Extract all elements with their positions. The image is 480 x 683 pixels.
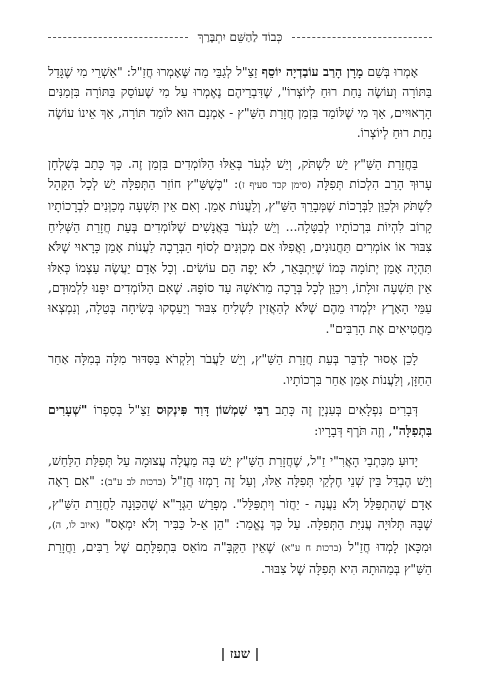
paragraph: [48, 349, 432, 390]
body-text: זַצַ"ל לְגַבֵּי מַה שֶּׁאָמְרוּ חֲזַ"ל: "אַשְׁרֵי מִי שֶׁגָּדֵל בַּתּוֹרָה וְעוֹשֶׂה נַחַת רוּחַ לְיוֹצְרוֹ", שֶׁדִּבְרֵיהֶם נֶאֶמְרוּ עַל מִי שֶׁעוֹסֵק בַּתּוֹרָה בִּזְמַנִּים הָרְאוּיִים, אַךְ מִי שֶׁלּוֹמֵד בִּזְמַן חֲזָרַת הַשַּׁ"ץ - אָמְנָם הוּא לוֹמֵד תּוֹרָה, אַךְ אֵינוֹ עוֹשֶׂה נַחַת רוּחַ לְיוֹצְרוֹ.: [48, 64, 432, 141]
body-text: שֶׁאֵין הַקָּבָּ"ה מוֹאֵס בִּתְפִלָּתָם שֶׁל רַבִּים, וַחֲזָרַת הַשַּׁ"ץ בְּמַהוּתָהּ הִיא תְּפִלָּה שֶׁל צִבּוּר.: [48, 538, 432, 576]
body-text: יָדוּעַ מִכִּתְבֵי הָאֲרִ"י זַ"ל, שֶׁחֲזָרַת הַשַּׁ"ץ יֵשׁ בָּהּ מַעֲלָה עֲצוּמָה עַל תְּפִלַּת הַלַּחַשׁ, וְיֵשׁ הֶבְדֵּל בֵּין שְׁנֵי חֶלְקֵי תְּפִלָּה אֵלּוּ, וְעַל זֶה רָמְזוּ חֲזַ"ל: [48, 452, 432, 489]
bold-text: מָרָן הָרַב עוֹבַדְיָה יוֹסֵף: [261, 64, 364, 79]
source-citation: (ברכות לב ע"ב): [104, 477, 166, 489]
body-text: , וְזֶה תֹּרֶף דְּבָרָיו:: [314, 422, 393, 438]
running-header: [48, 30, 432, 45]
body-text: : "אִם רָאָה אָדָם שֶׁהִתְפַּלֵּל וְלֹא נַעֲנָה - יַחֲזֹר וְיִתְפַּלֵּל". מְפָרֵשׁ הַגְּרָ"א שֶׁהַכַּוָּנָה לַחֲזָרַת הַשַּׁ"ץ, שֶׁבָּהּ תְּלוּיָה עֲנִיַּת הַתְּפִלָּה. עַל כָּךְ נֶאֱמַר: "הֵן אֵ-ל כַּבִּיר וְלֹא יִמְאָס": [48, 473, 432, 532]
bold-text: רַבִּי שִׁמְשׁוֹן דָּוִד פִּינְקוּס: [156, 402, 270, 418]
body-text: : "כְּשֶׁשַּׁ"ץ חוֹזֵר הַתְּפִלָּה יֵשׁ לְכָל הַקָּהָל לִשְׁתֹּק וּלְכַוֵּן לַבְּרָכוֹת שֶׁמְּבָרֵךְ הַשַּׁ"ץ, וְלַעֲנוֹת אָמֵן. וְאִם אֵין תִּשְׁעָה מְכַוְּנִים לִבְרָכוֹתָיו קָרוֹב לִהְיוֹת בִּרְכוֹתָיו לְבַטָּלָה... וְיֵשׁ לִגְעֹר בַּאֲנָשִׁים שֶׁלּוֹמְדִים בְּעֵת חֲזָרַת הַשְּׁלִיחַ צִבּוּר אוֹ אוֹמְרִים תַּחֲנוּנִים, וַאֲפִלּוּ אִם מְכַוְּנִים לְסוֹף הַבְּרָכָה לַעֲנוֹת אָמֵן כָּרָאוּי שֶׁלֹּא תִּהְיֶה אָמֵן יְתוֹמָה כְּמוֹ שֶׁיִּתְבָּאֵר, לֹא יָפֶה הֵם עוֹשִׂים. וְכָל אָדָם יַעֲשֶׂה עַצְמוֹ כְּאִלּוּ אֵין תִּשְׁעָה זוּלָתוֹ, וִיכַוֵּן לְכָל בְּרָכָה מֵרֹאשָׁהּ עַד סוֹפָהּ. שֶׁאִם הַלּוֹמְדִים יִפָּנוּ לִלְמוּדָם, עַמֵּי הָאָרֶץ יִלְמְדוּ מֵהֶם שֶׁלֹּא לְהַאֲזִין לִשְׁלִיחַ צִבּוּר וְיַעַסְקוּ בְּשִׂיחָה בְּטֵלָה, וְנִמְצְאוּ מַחֲטִיאִים אֶת הָרַבִּים".: [48, 176, 432, 336]
body-text: , וּמִכָּאן לָמְדוּ חֲזַ"ל: [48, 516, 432, 554]
body-text: אָמְרוּ בְּשֵׁם: [363, 64, 419, 79]
source-citation: (איוב לו, ה): [51, 520, 100, 532]
paragraph: [48, 62, 432, 144]
body-text: זַצַ"ל בְּסִפְרוֹ: [87, 402, 157, 418]
paragraph: [48, 400, 432, 441]
running-title: כְּבוֹד לַהַשֵּׁם יִתְבָּרַךְ: [197, 30, 283, 44]
page-number: | שעז |: [220, 647, 260, 662]
paragraph: [48, 154, 432, 340]
page-content: [48, 62, 432, 589]
source-citation: (ברכות ח ע"א): [281, 542, 342, 554]
header-rule-right: [48, 37, 188, 38]
header-rule-left: [292, 37, 432, 38]
body-text: דְּבָרִים נִפְלָאִים בְּעִנְיָן זֶה כָּתַב: [269, 402, 418, 418]
body-text: לָכֵן אָסוּר לְדַבֵּר בְּעֵת חֲזָרַת הַשַּׁ"ץ, וְיֵשׁ לַעֲבֹר וְלִקְרֹא בַּסִּדּוּר מִלָּה בְּמִלָּה אַחַר הַחַזָּן, וְלַעֲנוֹת אָמֵן אַחַר בִּרְכוֹתָיו.: [48, 351, 432, 387]
body-text: בַּחֲזָרַת הַשַּׁ"ץ יֵשׁ לִשְׁתֹּק, וְיֵשׁ לִגְעֹר בְּאֵלּוּ הַלּוֹמְדִים בִּזְמַן זֶה. כָּךְ כָּתַב בְּשֻׁלְחָן עָרוּךְ הָרַב הִלְכוֹת תְּפִלָּה: [48, 155, 432, 192]
source-citation: (סימן קכד סעיף ז): [238, 180, 312, 192]
bold-text: "שְׁעָרִים בִּתְפִלָּה": [48, 402, 432, 438]
paragraph: [48, 451, 432, 579]
